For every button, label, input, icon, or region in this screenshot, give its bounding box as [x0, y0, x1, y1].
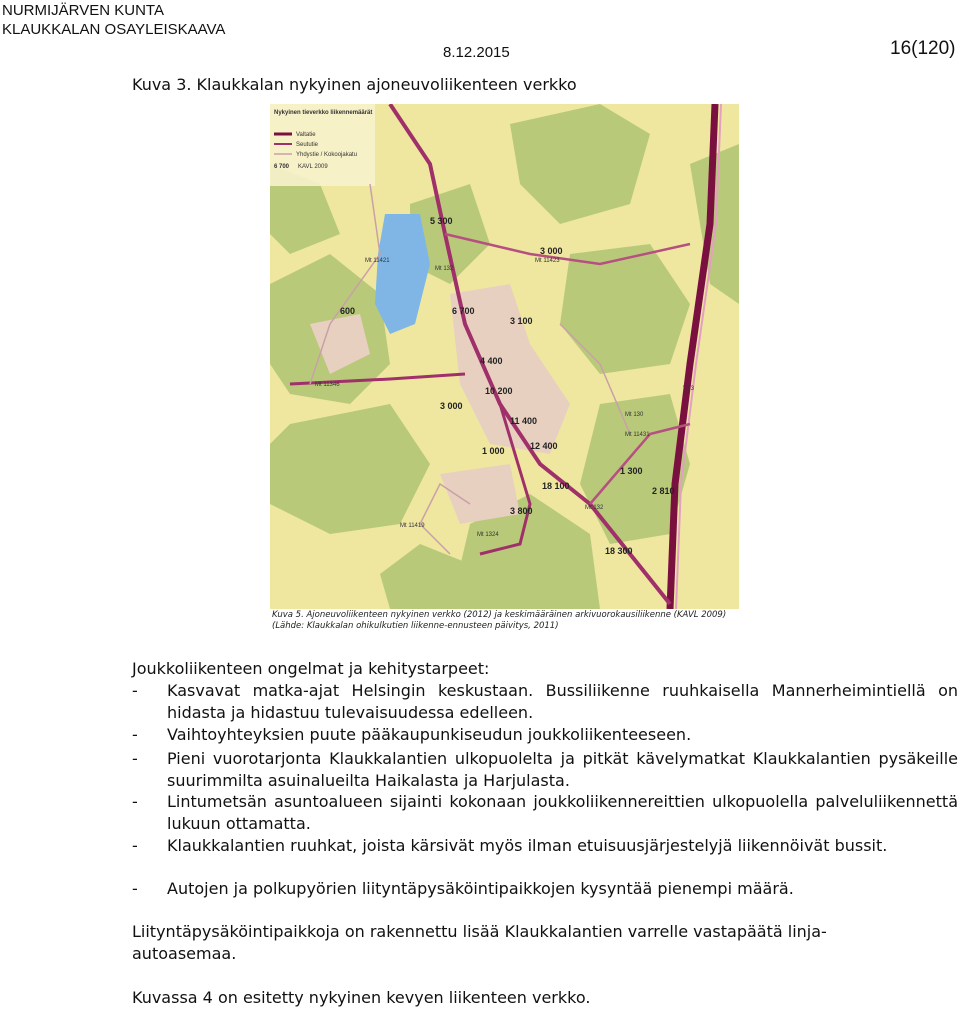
header-org: NURMIJÄRVEN KUNTA	[2, 2, 164, 19]
legend-title: Nykyinen tieverkko liikennemäärät	[274, 110, 373, 116]
svg-text:11 400: 11 400	[510, 416, 538, 426]
svg-text:Mt 132: Mt 132	[435, 266, 454, 272]
header-date: 8.12.2015	[443, 44, 510, 61]
list-item: - Vaihtoyhteyksien puute pääkaupunkiseudun joukkoliikenteeseen.	[132, 725, 692, 744]
svg-text:Mt 1324: Mt 1324	[477, 532, 499, 538]
road-network-map	[270, 104, 739, 609]
legend-valtatie: Valtatie	[296, 132, 316, 138]
svg-text:VT3: VT3	[683, 386, 695, 392]
svg-text:3 100: 3 100	[510, 316, 533, 326]
svg-text:Mt 11431: Mt 11431	[625, 432, 650, 438]
svg-text:3 000: 3 000	[540, 246, 563, 256]
map-caption-line1: Kuva 5. Ajoneuvoliikenteen nykyinen verkko (2012) ja keskimääräinen arkivuorokausiliikenne (KAVL 2009)	[272, 610, 727, 620]
svg-text:Mt 11346: Mt 11346	[315, 382, 340, 388]
page-number: 16(120)	[890, 38, 956, 59]
svg-text:Mt 11423: Mt 11423	[535, 258, 560, 264]
svg-text:Mt 132: Mt 132	[585, 505, 604, 511]
svg-text:600: 600	[340, 306, 356, 316]
svg-text:18 300: 18 300	[605, 546, 633, 556]
svg-text:10 200: 10 200	[485, 386, 513, 396]
svg-text:Mt 11419: Mt 11419	[400, 523, 425, 529]
svg-text:3 800: 3 800	[510, 506, 533, 516]
list-item: - Klaukkalantien ruuhkat, joista kärsivät myös ilman etuisuusjärjestelyjä liikennöivät bussit.	[132, 836, 888, 855]
svg-text:1 000: 1 000	[482, 446, 505, 456]
header-project: KLAUKKALAN OSAYLEISKAAVA	[2, 21, 226, 38]
list-item: - Lintumetsän asuntoalueen sijainti kokonaan joukkoliikennereittien ulkopuolella palveluliikennettä lukuun ottamatta.	[132, 792, 958, 833]
svg-text:3 000: 3 000	[440, 401, 463, 411]
svg-text:Mt 130: Mt 130	[625, 412, 644, 418]
svg-text:1 300: 1 300	[620, 466, 643, 476]
svg-text:6 700: 6 700	[452, 306, 475, 316]
legend-seututie: Seututie	[296, 142, 319, 148]
legend-yhdystie: Yhdystie / Kokoojakatu	[296, 152, 358, 158]
figure-title: Kuva 3. Klaukkalan nykyinen ajoneuvoliikenteen verkko	[132, 75, 577, 94]
legend-volume: 6 700	[274, 164, 290, 170]
legend-source: KAVL 2009	[298, 164, 328, 170]
svg-text:5 300: 5 300	[430, 216, 453, 226]
map-caption-line2: (Lähde: Klaukkalan ohikulkutien liikenne-ennusteen päivitys, 2011)	[272, 621, 559, 631]
svg-text:2 810: 2 810	[652, 486, 675, 496]
list-item: - Kasvavat matka-ajat Helsingin keskustaan. Bussiliikenne ruuhkaisella Mannerheimintiellä on hidasta ja hidastuu tulevaisuudessa edelleen.	[132, 681, 958, 722]
section-heading: Joukkoliikenteen ongelmat ja kehitystarpeet:	[132, 659, 490, 678]
paragraph-figure-ref: Kuvassa 4 on esitetty nykyinen kevyen liikenteen verkko.	[132, 988, 591, 1007]
list-item: - Autojen ja polkupyörien liityntäpysäköintipaikkojen kysyntää pienempi määrä.	[132, 879, 794, 898]
svg-text:18 100: 18 100	[542, 481, 570, 491]
svg-text:12 400: 12 400	[530, 441, 558, 451]
svg-text:4 400: 4 400	[480, 356, 503, 366]
list-item: - Pieni vuorotarjonta Klaukkalantien ulkopuolelta ja pitkät kävelymatkat Klaukkalantien pysäkeille suurimmilta asuinalueilta Haikalasta ja Harjulasta.	[132, 749, 958, 790]
svg-text:Mt 11421: Mt 11421	[365, 258, 390, 264]
paragraph-parking: Liityntäpysäköintipaikkoja on rakennettu lisää Klaukkalantien varrelle vastapäätä linja-autoasemaa.	[132, 922, 827, 963]
